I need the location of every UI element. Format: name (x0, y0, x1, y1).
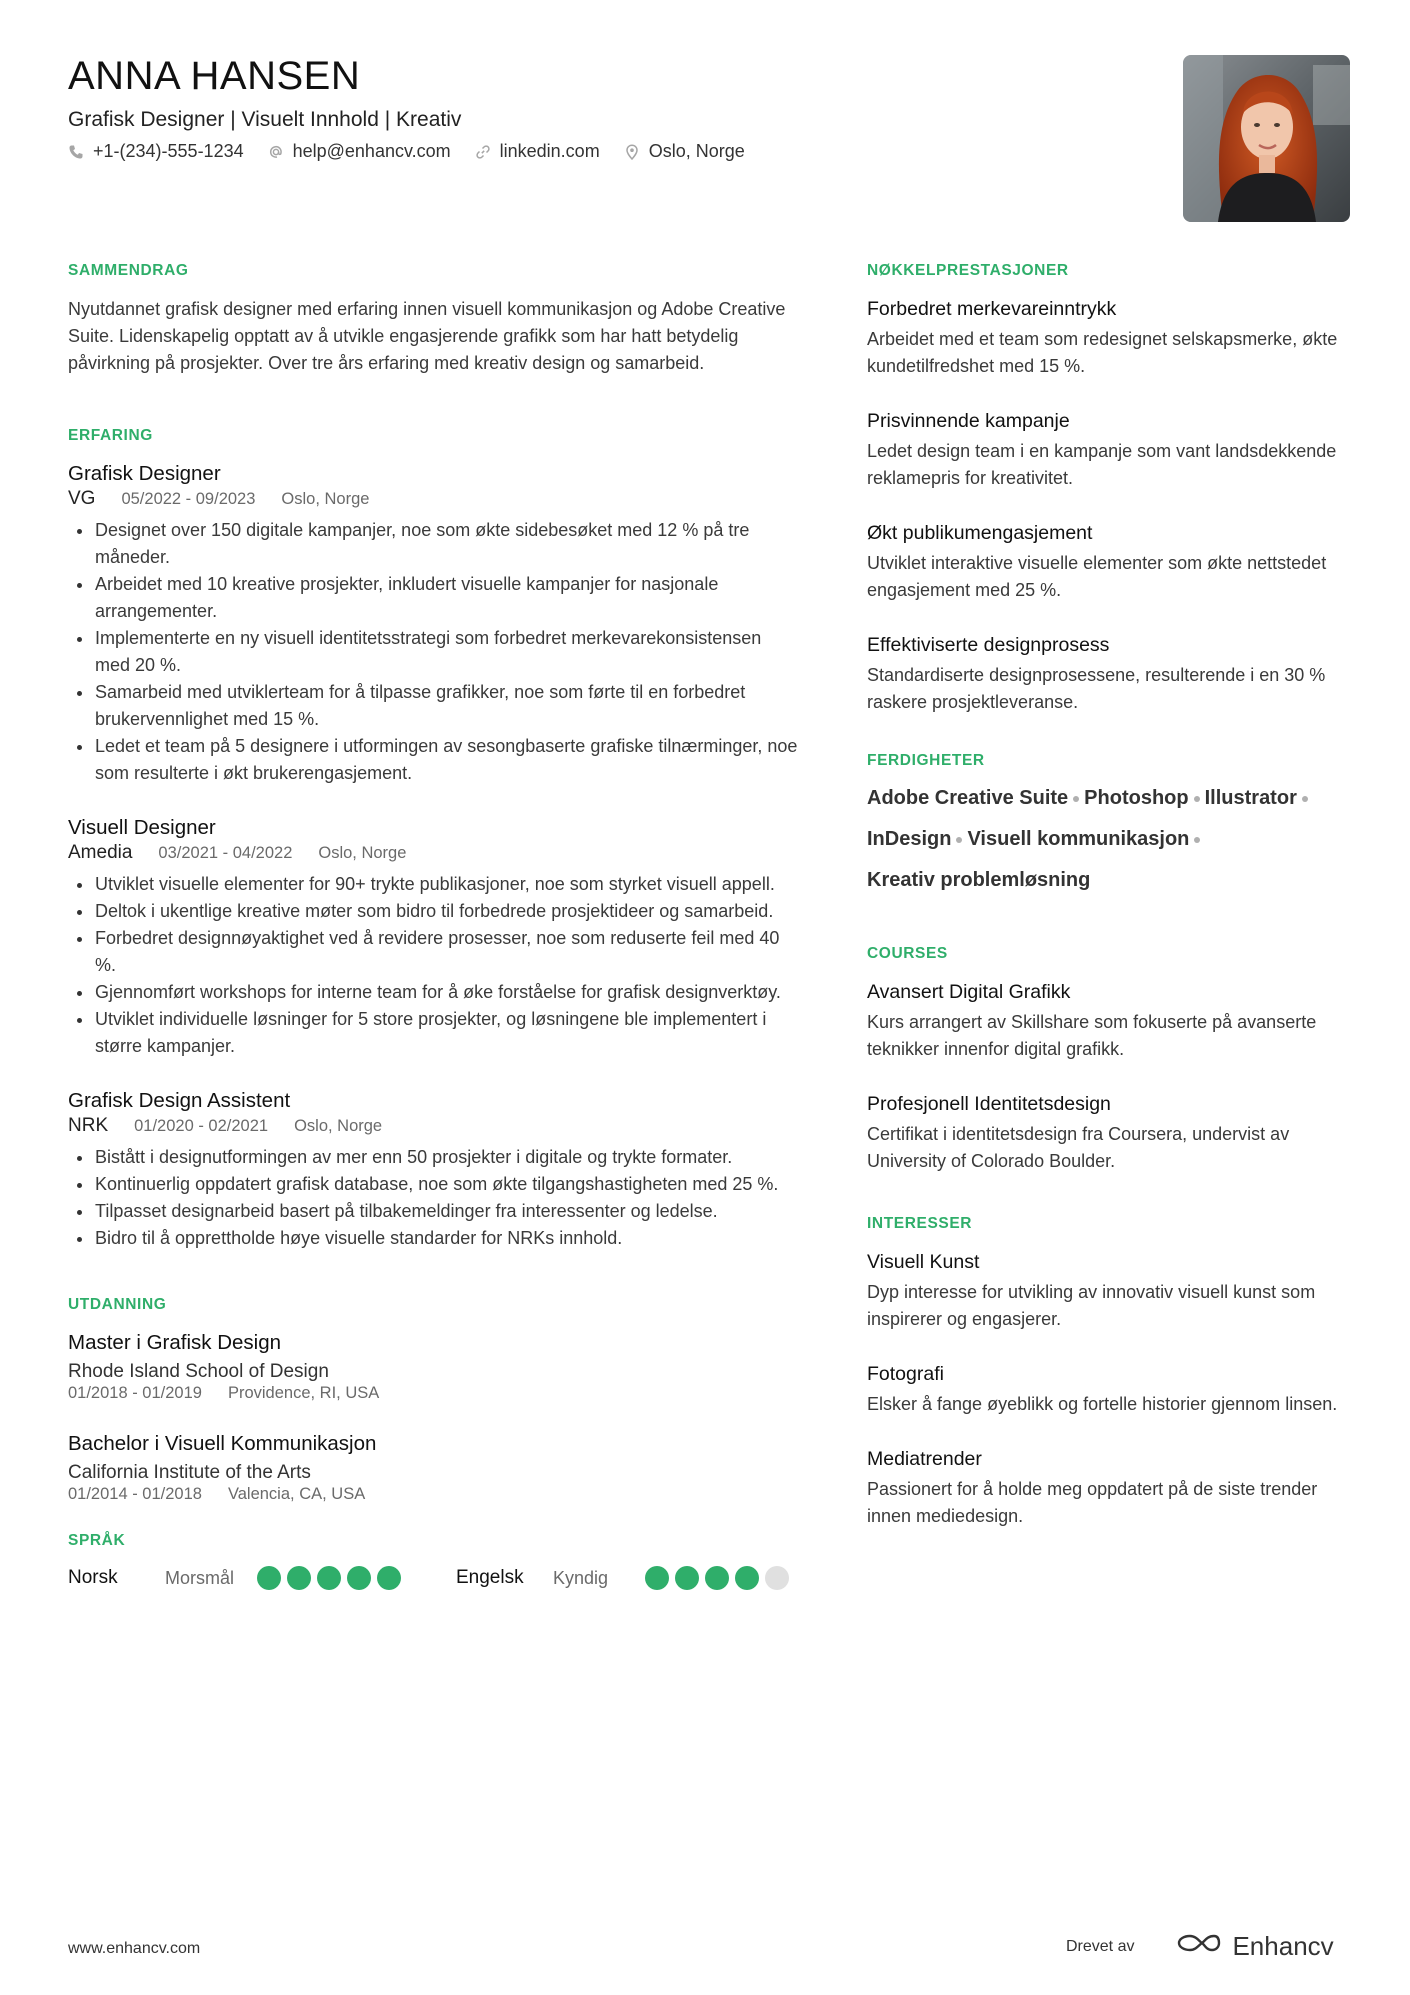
job-title: Visuell Designer (68, 816, 216, 839)
education-entry (68, 1330, 798, 1403)
job-bullet: Arbeidet med 10 kreative prosjekter, inkludert visuelle kampanjer for nasjonale arrangementer. (68, 571, 798, 625)
education-meta (68, 1383, 798, 1403)
language-list (68, 1566, 798, 1590)
courses-heading: COURSES (867, 945, 948, 962)
education-degree: Bachelor i Visuell Kommunikasjon (68, 1432, 377, 1455)
skill-separator (1302, 796, 1308, 802)
at-icon (268, 144, 284, 160)
achievement-item (867, 520, 1357, 604)
skill-tag: Illustrator (1204, 787, 1297, 809)
job-location: Oslo, Norge (318, 844, 407, 862)
job-bullet: Kontinuerlig oppdatert grafisk database, noe som økte tilgangshastigheten med 25 %. (68, 1171, 798, 1198)
education-school: California Institute of the Arts (68, 1462, 311, 1483)
language-entry (68, 1566, 401, 1590)
language-rating (645, 1566, 789, 1590)
job-dates: 01/2020 - 02/2021 (134, 1117, 269, 1135)
skill-tag: Visuell kommunikasjon (967, 828, 1190, 850)
contact-linkedin[interactable] (475, 141, 600, 162)
job-bullet: Samarbeid med utviklerteam for å tilpasse grafikker, noe som førte til en forbedret brukervennlighet med 15 %. (68, 679, 798, 733)
job-dates: 05/2022 - 09/2023 (121, 490, 256, 508)
education-meta (68, 1484, 798, 1504)
experience-heading: ERFARING (68, 427, 153, 444)
contact-email[interactable] (268, 141, 451, 162)
course-title: Profesjonell Identitetsdesign (867, 1093, 1111, 1115)
candidate-headline: Grafisk Designer | Visuelt Innhold | Kreativ (68, 108, 462, 131)
job-company: VG (68, 488, 96, 509)
footer-website-link[interactable]: www.enhancv.com (68, 1940, 201, 1957)
skill-separator (1073, 796, 1079, 802)
job-bullet: Implementerte en ny visuell identitetsstrategi som forbedret merkevarekonsistensen med 20 %. (68, 625, 798, 679)
rating-dot (705, 1566, 729, 1590)
job-bullet: Utviklet individuelle løsninger for 5 store prosjekter, og løsningene ble implementert i større kampanjer. (68, 1006, 798, 1060)
rating-dot (317, 1566, 341, 1590)
job-bullets (68, 871, 798, 1060)
contact-location (624, 141, 745, 162)
rating-dot (257, 1566, 281, 1590)
job-company: NRK (68, 1115, 109, 1136)
language-level: Morsmål (165, 1567, 235, 1588)
job-meta (68, 488, 798, 510)
job-company: Amedia (68, 842, 133, 863)
education-degree: Master i Grafisk Design (68, 1331, 282, 1354)
job-bullets (68, 1144, 798, 1252)
skill-tag: InDesign (867, 828, 952, 850)
job-dates: 03/2021 - 04/2022 (158, 844, 293, 862)
job-entry (68, 815, 798, 1060)
contact-list (68, 141, 745, 162)
skills-heading: FERDIGHETER (867, 752, 985, 769)
language-entry (456, 1566, 789, 1590)
job-meta (68, 1115, 798, 1137)
experience-section (68, 427, 798, 1252)
education-dates: 01/2018 - 01/2019 (68, 1384, 202, 1402)
course-item (867, 1091, 1357, 1175)
language-name: Norsk (68, 1567, 118, 1588)
footer-branding (1066, 1930, 1334, 1963)
contact-phone-text: +1-(234)-555-1234 (93, 141, 244, 161)
job-title: Grafisk Design Assistent (68, 1089, 291, 1112)
job-bullet: Designet over 150 digitale kampanjer, noe som økte sidebesøket med 12 % på tre måneder. (68, 517, 798, 571)
interest-text: Elsker å fange øyeblikk og fortelle historier gjennom linsen. (867, 1394, 1338, 1414)
education-location: Valencia, CA, USA (227, 1485, 366, 1503)
job-bullet: Bidro til å opprettholde høye visuelle standarder for NRKs innhold. (68, 1225, 798, 1252)
job-bullet: Forbedret designnøyaktighet ved å revidere prosesser, noe som reduserte feil med 40 %. (68, 925, 798, 979)
brand-name: Enhancv (1232, 1931, 1334, 1961)
achievement-text: Utviklet interaktive visuelle elementer som økte nettstedet engasjement med 25 %. (867, 553, 1327, 600)
rating-dot (645, 1566, 669, 1590)
left-column (68, 262, 798, 1640)
summary-section (68, 262, 798, 377)
achievement-item (867, 632, 1357, 716)
skill-separator (1194, 796, 1200, 802)
interests-heading: INTERESSER (867, 1215, 973, 1232)
achievement-title: Effektiviserte designprosess (867, 634, 1110, 656)
rating-dot (765, 1566, 789, 1590)
job-meta (68, 842, 798, 864)
interests-section (867, 1215, 1357, 1530)
contact-phone[interactable] (68, 141, 244, 162)
rating-dot (377, 1566, 401, 1590)
job-bullet: Ledet et team på 5 designere i utformingen av sesongbaserte grafiske tilnærminger, noe som resulterte i økt brukerengasjement. (68, 733, 798, 787)
interest-item (867, 1361, 1357, 1418)
language-rating (257, 1566, 401, 1590)
achievement-text: Arbeidet med et team som redesignet selskapsmerke, økte kundetilfredshet med 15 %. (867, 329, 1338, 376)
course-title: Avansert Digital Grafikk (867, 981, 1071, 1003)
job-bullet: Utviklet visuelle elementer for 90+ trykte publikasjoner, noe som styrket visuell appell. (68, 871, 798, 898)
achievement-title: Økt publikumengasjement (867, 522, 1093, 544)
job-bullets (68, 517, 798, 787)
achievement-title: Forbedret merkevareinntrykk (867, 298, 1117, 320)
job-bullet: Tilpasset designarbeid basert på tilbakemeldinger fra interessenter og ledelse. (68, 1198, 798, 1225)
contact-linkedin-text: linkedin.com (499, 141, 600, 161)
course-text: Kurs arrangert av Skillshare som fokuserte på avanserte teknikker innenfor digital grafikk. (867, 1012, 1317, 1059)
profile-photo (1183, 55, 1350, 222)
skill-separator (1194, 837, 1200, 843)
achievement-text: Ledet design team i en kampanje som vant landsdekkende reklamepris for kreativitet. (867, 441, 1337, 488)
job-title: Grafisk Designer (68, 462, 221, 485)
rating-dot (347, 1566, 371, 1590)
interest-text: Dyp interesse for utvikling av innovativ visuell kunst som inspirerer og engasjerer. (867, 1282, 1316, 1329)
interest-item (867, 1249, 1357, 1333)
skills-list (867, 778, 1357, 901)
rating-dot (287, 1566, 311, 1590)
brand-link[interactable] (1174, 1930, 1333, 1963)
achievement-item (867, 296, 1357, 380)
courses-section (867, 945, 1357, 1175)
skills-section (867, 752, 1357, 901)
achievements-section (867, 262, 1357, 716)
achievement-item (867, 408, 1357, 492)
education-location: Providence, RI, USA (227, 1384, 380, 1402)
job-location: Oslo, Norge (294, 1117, 383, 1135)
contact-email-text: help@enhancv.com (292, 141, 451, 161)
skill-tag: Kreativ problemløsning (867, 869, 1091, 891)
achievement-title: Prisvinnende kampanje (867, 410, 1070, 432)
course-text: Certifikat i identitetsdesign fra Coursera, undervist av University of Colorado Boulder. (867, 1124, 1290, 1171)
rating-dot (675, 1566, 699, 1590)
contact-location-text: Oslo, Norge (648, 141, 745, 161)
languages-section (68, 1532, 798, 1590)
skill-tag: Photoshop (1084, 787, 1189, 809)
summary-text: Nyutdannet grafisk designer med erfaring innen visuell kommunikasjon og Adobe Creative Suite. Lidenskapelig opptatt av å utvikle engasjerende grafikk som har hatt betydelig påvirkning på prosjekter. Over tre års erfaring med kreativ design og samarbeid. (68, 299, 786, 373)
achievement-text: Standardiserte designprosessene, resulterende i en 30 % raskere prosjektleveranse. (867, 665, 1326, 712)
interest-text: Passionert for å holde meg oppdatert på de siste trender innen mediedesign. (867, 1479, 1318, 1526)
link-icon (475, 144, 491, 160)
education-dates: 01/2014 - 01/2018 (68, 1485, 202, 1503)
languages-heading: SPRÅK (68, 1532, 126, 1549)
education-entry (68, 1431, 798, 1504)
language-level: Kyndig (553, 1567, 609, 1588)
course-item (867, 979, 1357, 1063)
interest-title: Visuell Kunst (867, 1251, 980, 1273)
job-bullet: Deltok i ukentlige kreative møter som bidro til forbedrede prosjektideer og samarbeid. (68, 898, 798, 925)
candidate-name: ANNA HANSEN (68, 54, 361, 98)
interest-title: Mediatrender (867, 1448, 982, 1470)
summary-heading: SAMMENDRAG (68, 262, 189, 279)
language-name: Engelsk (456, 1567, 524, 1588)
enhancv-logo-icon (1174, 1930, 1222, 1963)
job-location: Oslo, Norge (281, 490, 370, 508)
education-heading: UTDANNING (68, 1296, 167, 1313)
rating-dot (735, 1566, 759, 1590)
education-section (68, 1296, 798, 1504)
education-school: Rhode Island School of Design (68, 1361, 329, 1382)
job-entry (68, 1088, 798, 1252)
skill-separator (956, 837, 962, 843)
interest-title: Fotografi (867, 1363, 944, 1385)
skill-tag: Adobe Creative Suite (867, 787, 1069, 809)
powered-by-label: Drevet av (1066, 1937, 1135, 1955)
location-icon (624, 144, 640, 160)
job-entry (68, 461, 798, 787)
job-bullet: Gjennomført workshops for interne team for å øke forståelse for grafisk designverktøy. (68, 979, 798, 1006)
achievements-heading: NØKKELPRESTASJONER (867, 262, 1069, 279)
job-bullet: Bistått i designutformingen av mer enn 50 prosjekter i digitale og trykte formater. (68, 1144, 798, 1171)
right-column (867, 262, 1357, 1580)
interest-item (867, 1446, 1357, 1530)
phone-icon (68, 144, 84, 160)
